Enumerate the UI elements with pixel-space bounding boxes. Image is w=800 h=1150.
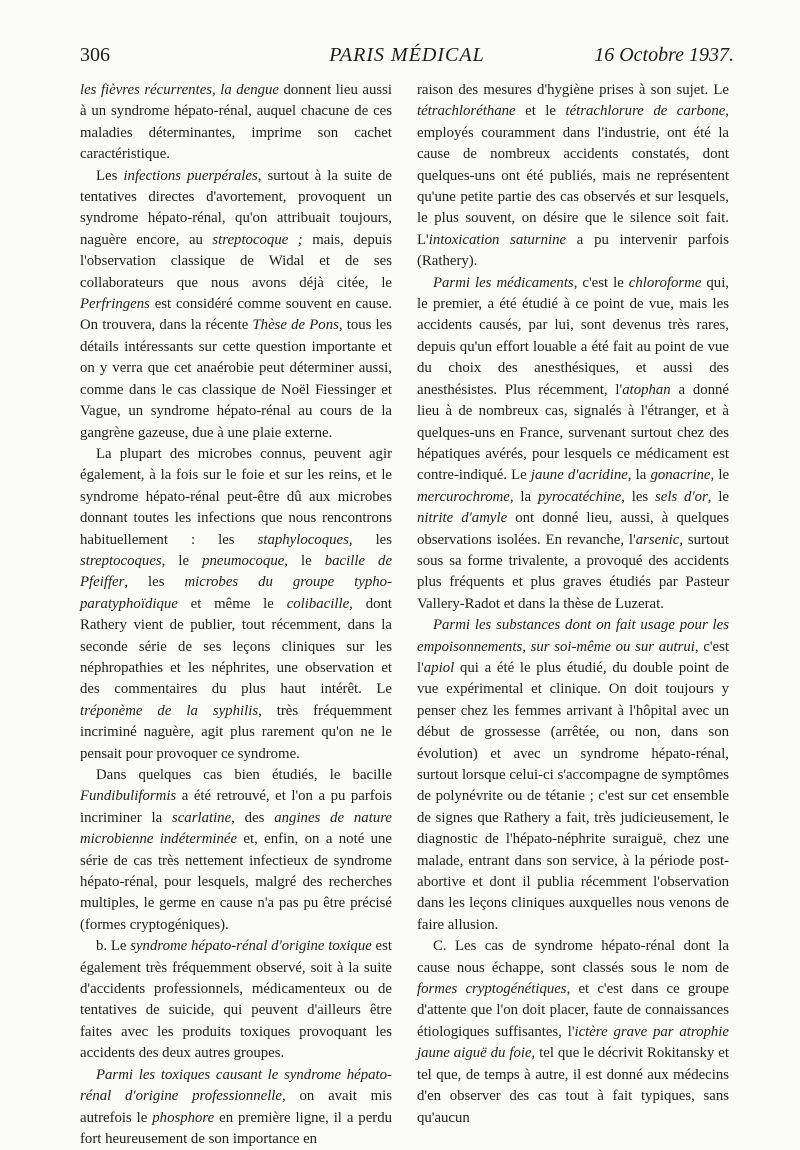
text-run: , c'est l'	[417, 638, 729, 676]
text-run: , la	[627, 467, 651, 484]
text-run: est également très fréquemment observé, soit à la suite d'accidents professionnels, médicamenteux ou de tentatives de suicide, qui peuvent d'ailleurs être faites avec les produits toxiques provoquant les accidents des deux autres groupes.	[80, 938, 392, 1062]
italic-term: bacille de Pfeiffer	[80, 552, 393, 591]
text-run: , surtout à la suite de tentatives directes d'avortement, provoquent un syndrome hépato-rénal, qu'on attribuait toujours, naguère encore, au	[80, 167, 392, 248]
italic-term: formes cryptogénétiques	[417, 981, 567, 998]
text-run: et même le	[177, 595, 287, 612]
text-run: C. Les cas de syndrome hépato-rénal dont la cause nous échappe, sont classés sous le nom de	[417, 938, 729, 976]
text-run: ont donné lieu, aussi, à quelques observations isolées. En revanche, l'	[417, 510, 729, 548]
paragraph	[80, 936, 392, 1064]
issue-date: 16 Octobre 1937.	[594, 44, 734, 66]
text-run: raison des mesures d'hygiène prises à son sujet. Le	[417, 82, 729, 98]
text-run: est considéré comme souvent en cause. On trouvera, dans la récente	[80, 296, 392, 334]
text-run: , les	[348, 531, 392, 548]
text-run: et le	[515, 103, 566, 120]
italic-term: tréponème de la syphilis	[80, 702, 259, 719]
text-run: , les	[621, 488, 656, 505]
text-run: en première ligne, il a perdu fort heureusement de son importance en	[80, 1109, 392, 1147]
italic-term: atophan	[622, 381, 671, 398]
paragraph	[80, 166, 392, 444]
text-run: , employés couramment dans l'industrie, ont été la cause de nombreux accidents constatés, dont quelques-uns ont été publiés, mais ne représentent qu'une petite partie des cas observés et sur lesquels, le plus souvent, on désire que le silence soit fait. L'	[417, 103, 729, 248]
italic-term: mercurochrome	[417, 488, 510, 505]
italic-term: tétrachlorure de carbone	[565, 103, 726, 120]
page-number: 306	[80, 44, 110, 66]
paragraph	[80, 444, 392, 765]
italic-term: les fièvres récurrentes, la dengue	[80, 82, 279, 98]
text-run: , le	[710, 467, 730, 484]
italic-term: Parmi les toxiques causant le syndrome hépato-rénal d'origine professionnelle	[80, 1066, 392, 1105]
paragraph	[80, 80, 392, 166]
paragraph	[80, 1065, 392, 1150]
text-run: , très fréquemment incriminé naguère, agit plus rarement qu'on ne le pensait pour provoquer ce syndrome.	[80, 702, 392, 762]
italic-term: infections puerpérales	[123, 167, 258, 184]
italic-term: ictère grave par atrophie jaune aiguë du foie	[417, 1023, 729, 1062]
text-run: , le	[161, 552, 203, 569]
italic-term: Thèse de Pons	[252, 317, 339, 334]
text-run: La plupart des microbes connus, peuvent agir également, à la fois sur le foie et sur les reins, et le syndrome hépato-rénal peut-être dû aux microbes donnant toutes les infections que nous rencontrons habituellement : les	[80, 445, 392, 548]
italic-term: jaune d'acridine	[530, 467, 628, 484]
paragraph	[417, 273, 729, 616]
text-run: , dont Rathery vient de publier, tout récemment, dans la seconde série de ses leçons cliniques sur les néphropathies et les néphrites, une observation et des commentaires du plus haut intérêt. Le	[80, 595, 392, 698]
page-header	[80, 44, 734, 78]
text-run: , le	[284, 552, 325, 569]
italic-term: streptocoques	[80, 552, 162, 569]
text-run: a été retrouvé, et l'on a pu parfois incriminer la	[80, 788, 392, 826]
text-run: , des	[231, 809, 275, 826]
italic-term: angines de nature microbienne indéterminée	[80, 809, 392, 848]
italic-term: colibacille	[286, 595, 350, 612]
italic-term: streptocoque ;	[212, 231, 303, 248]
italic-term: pyrocatéchine	[537, 488, 622, 505]
text-run: , c'est le	[573, 274, 629, 291]
paragraph	[80, 765, 392, 936]
italic-term: scarlatine	[171, 809, 232, 826]
text-run: , et c'est dans ce groupe d'attente que l'on doit placer, faute de connaissances étiologiques suffisantes, l'	[417, 981, 729, 1040]
italic-term: chloroforme	[628, 274, 702, 291]
text-run: Les	[96, 167, 124, 184]
paragraph	[417, 936, 729, 1129]
text-run: a donné lieu à de nombreux cas, signalés à l'étranger, et à quelques-uns en France, survenant surtout chez des hépatiques avérés, pour lesquels ce médicament est contre-indiqué. Le	[417, 381, 729, 484]
italic-term: nitrite d'amyle	[417, 510, 508, 527]
italic-term: sels d'or	[655, 488, 708, 505]
text-run: , on avait mis autrefois le	[80, 1088, 393, 1126]
paragraph	[417, 615, 729, 936]
text-run: , tel que le décrivit Rokitansky et tel que, de temps à autre, il est donné aux médecins d'en observer des cas tout à fait typiques, sans qu'aucun	[417, 1045, 729, 1126]
right-column	[417, 80, 729, 1129]
italic-term: staphylocoques	[257, 531, 349, 548]
text-run: b. Le	[96, 938, 131, 955]
italic-term: phosphore	[152, 1109, 215, 1126]
text-run: Dans quelques cas bien étudiés, le bacille	[96, 767, 392, 783]
text-run: , la	[509, 488, 538, 505]
text-run: qui a été le plus étudié, du double point de vue expérimental et clinique. On doit toujours y penser chez les femmes arrivant à l'hôpital avec un début de grossesse (arrêtée, ou non, dans son évolution) et avec un syndrome hépato-rénal, surtout lorsque celui-ci s'accompagne de symptômes de polynévrite ou de tétanie ; c'est sur cet ensemble de signes que Rathery a fait, très judicieusement, le diagnostic de l'hépato-néphrite suraiguë, chez une malade, entrant dans son service, à la période post-abortive et dont il publia récemment l'observation dans les leçons cliniques auxquelles nous venons de faire allusion.	[417, 659, 729, 933]
italic-term: syndrome hépato-rénal d'origine toxique	[130, 938, 372, 955]
text-run: donnent lieu aussi à un syndrome hépato-rénal, auquel chacune de ces maladies déterminantes, imprime son cachet caractéristique.	[80, 82, 392, 163]
italic-term: gonacrine	[650, 467, 711, 484]
italic-term: microbes du groupe typho-paratyphoïdique	[80, 574, 392, 612]
text-run: , le	[707, 488, 729, 505]
italic-term: Parmi les substances dont on fait usage pour les empoisonnements, sur soi-même ou sur autrui	[417, 617, 729, 655]
text-run: , les	[124, 574, 185, 591]
left-column	[80, 80, 392, 1150]
text-run: a pu intervenir parfois (Rathery).	[417, 231, 729, 270]
italic-term: Perfringens	[80, 296, 150, 313]
italic-term: Parmi les médicaments	[433, 274, 574, 291]
text-run: , tous les détails intéressants sur cette question importante et on y verra que cet anaérobie peut déterminer aussi, comme dans le cas classique de Noël Fiessinger et Vague, un syndrome hépato-rénal au cours de la gangrène gazeuse, due à une plaie externe.	[80, 317, 392, 441]
italic-term: pneumocoque	[202, 552, 285, 569]
journal-title: PARIS MÉDICAL	[329, 44, 485, 66]
text-run: mais, depuis l'observation classique de Widal et de ses collaborateurs que nous avons déjà citée, le	[80, 231, 392, 291]
italic-term: Fundibuliformis	[80, 788, 177, 805]
italic-term: tétrachloréthane	[417, 103, 516, 120]
italic-term: arsenic	[635, 531, 680, 548]
text-run: qui, le premier, a été étudié à ce point de vue, mais les accidents causés, par lui, sont devenus très rares, depuis qu'un effort louable a été fait au point de vue du choix des anesthésiques, et aussi des anesthésistes. Plus récemment, l'	[417, 274, 730, 398]
text-run: , surtout sous sa forme trivalente, a provoqué des accidents plus fréquents et plus graves étudiés par Pasteur Vallery-Radot et dans la thèse de Luzerat.	[417, 531, 729, 612]
text-run: et, enfin, on a noté une série de cas très nettement infectieux de syndrome hépato-rénal, pour lesquels, malgré des recherches multiples, le germe en cause n'a pas pu être précisé (formes cryptogéniques).	[80, 831, 392, 933]
italic-term: apiol	[423, 659, 455, 676]
italic-term: intoxication saturnine	[428, 231, 567, 248]
paragraph	[417, 80, 729, 273]
